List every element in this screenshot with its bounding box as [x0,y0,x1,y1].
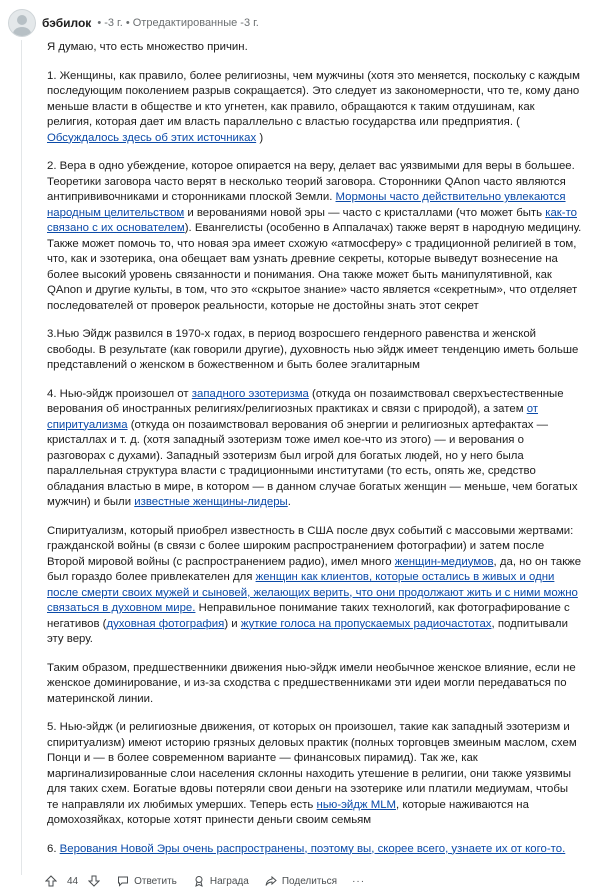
mediums-link[interactable]: женщин-медиумов [394,555,494,568]
paragraph-text: 1. Женщины, как правило, более религиозны, чем мужчины (хотя это меняется, поскольку с каждым последующим поколением разрыв сокращается). Это следует из закономерности, что те, кому дано меньше власти в обществе и кто угнетен, как правило, обращаются к таким отдушинам, как религия, которая дает им власть параллельно с властью государства или предприятия. ( [47,69,580,128]
common-beliefs-link[interactable]: Верования Новой Эры очень распространены, поэтому вы, скорее всего, узнаете их от кого-то. [59,842,566,855]
award-button[interactable] [192,874,249,888]
spiritualism-link[interactable]: от спиритуализма [47,403,538,431]
paragraph-text: (откуда он позаимствовал сверхъестественные верования об иностранных религиях/религиозных практиках и связи с природой), а затем [47,387,564,415]
comment-header [8,8,259,38]
more-icon[interactable]: ··· [352,875,366,887]
user-avatar[interactable] [8,9,36,37]
paragraph-4 [47,387,582,511]
paragraph-text: 4. Нью-эйдж произошел от [47,387,192,400]
paragraph-text: 2. Вера в одно убеждение, которое опирается на веру, делает вас уязвимыми для веры в большее. Теоретики заговора часто верят в несколько теорий заговора. Сторонники QAnon часто являются антипрививочниками и сторонниками плоской Земли. [47,160,575,203]
award-label: Награда [209,875,249,887]
spirit-photography-link[interactable]: духовная фотография [106,617,225,630]
paragraph-text: , да, но он также был гораздо более привлекателен для [47,555,582,583]
paragraph-text: , подпитывали эту веру. [47,617,568,645]
upvote-icon[interactable] [44,874,58,888]
esotericism-link[interactable]: западного эзотеризма [191,387,309,400]
comment-actions [44,872,365,890]
paragraph-2 [47,159,582,314]
paragraph-3: 3.Нью Эйдж развился в 1970-х годах, в период возросшего гендерного равенства и женской свободы. В результате (как говорили другие), духовность нью эйдж имеет тенденцию иметь больше представлений о женском в божественном и быть более эгалитарным [47,328,579,371]
paragraph-8 [47,842,582,858]
paragraph-text: ). Евангелисты (особенно в Аппалачах) также верят в народную медицину. Также может помочь то, что новая эра имеет схожую «атмосферу» с традиционной религией в том, что, как и эзотерика, она обещает вам узнать древние секреты, которые выведут вознесение на более высокий уровень связанности и понимания. Она также может быть манипулятивной, как QAnon и другие культы, в том, что это «скрытое знание» часто является «секретным», что отделяет последователей от проверок реальности, которые не достойны знать этот секрет [47,222,582,312]
founder-link[interactable]: как-то связано с их основателем [47,206,577,234]
paragraph-text: Спиритуализм, который приобрел известность в США после двух событий с массовыми жертвами: гражданской войны (в связи с более широким распространением фотографии) и затем после Второй мировой войны (с распространением радио), имел много [47,524,574,568]
share-label: Поделиться [281,875,338,887]
author-name[interactable]: бэбилок [42,16,92,30]
reply-button[interactable] [116,874,177,888]
paragraph-text: ) и [224,617,241,630]
paragraph-1 [47,69,582,147]
share-icon [264,874,278,888]
award-icon [192,874,206,888]
thread-line[interactable] [21,40,22,875]
women-leaders-link[interactable]: известные женщины-лидеры [134,496,288,508]
paragraph-text: (откуда он позаимствовал верования об энергии и религиозных артефактах — кристаллах и т. д. (хотя западный эзотеризм тоже имел кое-что из этого) — и верования о разговорах с духами). Западный эзотеризм был игрой для богатых людей, но у него была параллельная структура власти с традиционными институтами (то есть, опять же, средство обладания властью в мире, в котором — в данном случае богатых женщин — меньше, чем богатых мужчин) и были [47,418,578,508]
paragraph-6: Таким образом, предшественники движения нью-эйдж имели необычное женское влияние, если не женское доминирование, и из-за сходства с предшественниками эти идеи могли передаваться по материнской линии. [47,661,576,705]
women-clients-link[interactable]: женщин как клиентов, которые остались в живых и одни после смерти своих мужей и сыновей, желающих верить, что они продолжают жить и с ними можно связаться в духовном мире. [47,571,578,614]
vote-score: 44 [67,875,79,887]
paragraph-7 [47,720,582,829]
paragraph-text: Неправильное понимание таких технологий, как фотографирование с негативов ( [47,602,570,630]
comment-meta: • -3 г. • Отредактированные -3 г. [97,17,259,29]
comment-body [47,40,582,870]
paragraph-text: . [287,496,291,508]
downvote-icon[interactable] [87,874,101,888]
paragraph-text: 6. [47,842,60,855]
paragraph-5 [47,524,582,648]
paragraph-text: ) [259,131,264,144]
source-link[interactable]: Обсуждалось здесь об этих источниках [47,131,257,144]
mormons-link[interactable]: Мормоны часто действительно увлекаются народным целительством [47,191,566,219]
reply-label: Ответить [134,875,177,887]
reply-icon [116,874,130,888]
paragraph-text: 5. Нью-эйдж (и религиозные движения, от которых он произошел, такие как западный эзотеризм и спиритуализм) имеют историю грязных деловых практик (полных торговцев змеиным маслом, схем Понци и — в более современном варианте — финансовых пирамид). Так же, как маргинализированные слои населения склонны находить утешение в религии, они также уязвимы для таких схем. Богатые вдовы потеряли свои деньги на эзотерике или платили медиумам, чтобы те направляли их любимых умерших. Теперь есть [47,721,577,811]
radio-voices-link[interactable]: жуткие голоса на пропускаемых радиочастотах [240,617,492,630]
intro-paragraph: Я думаю, что есть множество причин. [47,41,248,53]
mlm-link[interactable]: нью-эйдж MLM [316,798,397,811]
paragraph-text: , которые наживаются на домохозяйках, которые хотят принести деньги своим семьям [47,798,529,826]
paragraph-text: и верованиями новой эры — часто с кристаллами (что может быть [184,206,546,219]
share-button[interactable] [264,874,337,888]
